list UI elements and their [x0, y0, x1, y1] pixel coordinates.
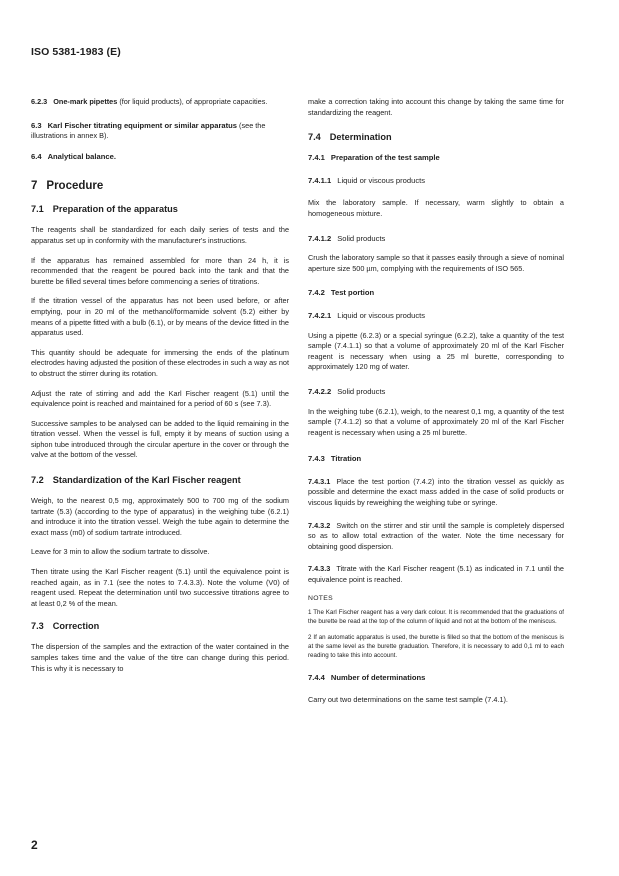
- section-number: 7: [31, 180, 38, 193]
- section-title: Preparation of the apparatus: [52, 204, 178, 215]
- clause-title: Liquid or viscous products: [337, 310, 426, 320]
- section-heading-7: [31, 180, 289, 192]
- clause-title: Number of determinations: [330, 672, 426, 682]
- clause-number: 6.4: [31, 151, 42, 161]
- clause-title: Solid products: [337, 233, 386, 243]
- paragraph: If the titration vessel of the apparatus has not been used before, or after emptying, pour in 20 ml of the methanol/formamide solvent (5.2) either by means of a pipette fitted with a bulb (6.1), or by means of the device fitted in the apparatus used.: [31, 296, 289, 338]
- notes-heading: NOTES: [308, 594, 333, 602]
- note-2: 2 If an automatic apparatus is used, the burette is filled so that the bottom of the meniscus is at the same level as the burette graduation. Therefore, it is necessary to add 0,1 ml to each reading to take this into account.: [308, 634, 564, 660]
- paragraph: make a correction taking into account this change by taking the same time for standardizing the reagent.: [308, 97, 564, 117]
- clause-7-4-4: [308, 673, 564, 684]
- paragraph: In the weighing tube (6.2.1), weigh, to the nearest 0,1 mg, a quantity of the test sample (7.4.1.2) so that a volume of approximately 20 ml of the Karl Fischer reagent is necessary when using a 25 ml burette.: [308, 406, 564, 437]
- clause-number: 7.4.2.1: [308, 310, 332, 320]
- section-title: Correction: [52, 621, 100, 632]
- clause-6-2-3: [31, 97, 289, 108]
- clause-number: 7.4.3: [308, 454, 325, 464]
- paragraph: Using a pipette (6.2.3) or a special syringue (6.2.2), take a quantity of the test sample (7.4.1.1) so that a volume of approximately 20 ml of the Karl Fischer reagent is necessary when using a 25 ml burette, corresponding to approximately 120 mg of water.: [308, 330, 564, 372]
- section-number: 7.1: [31, 204, 44, 215]
- clause-title: Analytical balance.: [47, 151, 116, 161]
- paragraph: Adjust the rate of stirring and add the Karl Fischer reagent (5.1) until the equivalence point is reached and maintained for a period of 60 s (see 7.3).: [31, 388, 289, 409]
- paragraph: Weigh, to the nearest 0,5 mg, approximately 500 to 700 mg of the sodium tartrate (5.3) (according to the type of apparatus) in the weighing tube (6.2.1) and introduce it into the titration vessel. Weigh the tube again to determine the exact mass (m0) of sodium tartrate introduced.: [31, 496, 289, 537]
- left-column: [31, 97, 289, 683]
- clause-text: Titrate with the Karl Fischer reagent (5.1) as indicated in 7.1 until the equivalence point is reached.: [308, 564, 564, 585]
- clause-number: 7.4.2.2: [308, 386, 332, 396]
- clause-text: Switch on the stirrer and stir until the sample is completely dispersed so as to allow total extraction of the water. Note the time necessary for obtaining good dispersion.: [308, 520, 564, 551]
- paragraph: The dispersion of the samples and the extraction of the water contained in the samples takes time and the value of the titre can change during this period. This is why it is necessary to: [31, 642, 289, 673]
- clause-title: Solid products: [337, 386, 386, 396]
- clause-7-4-3-3: [308, 564, 564, 585]
- section-number: 7.2: [31, 475, 44, 486]
- clause-title: Preparation of the test sample: [330, 153, 440, 163]
- section-number: 7.3: [31, 621, 44, 632]
- clause-number: 7.4.1.2: [308, 233, 332, 243]
- section-heading-7-2: [31, 475, 289, 485]
- clause-number: 7.4.3.2: [308, 520, 331, 530]
- clause-7-4-1-1: [308, 176, 564, 187]
- clause-number: 7.4.1: [308, 153, 325, 163]
- clause-title: Titration: [330, 454, 362, 464]
- clause-7-4-3: [308, 454, 564, 465]
- section-heading-7-1: [31, 204, 289, 214]
- document-header: ISO 5381-1983 (E): [31, 46, 121, 58]
- clause-text: (see the illustrations in annex B).: [31, 120, 266, 141]
- clause-7-4-2-2: [308, 387, 564, 398]
- section-heading-7-4: [308, 132, 564, 142]
- clause-text: (for liquid products), of appropriate capacities.: [117, 97, 268, 106]
- right-column: [308, 97, 564, 715]
- clause-7-4-3-1: [308, 477, 564, 509]
- paragraph: Crush the laboratory sample so that it passes easily through a sieve of nominal aperture size 500 µm, complying with the requirements of ISO 565.: [308, 253, 564, 273]
- clause-number: 7.4.4: [308, 672, 325, 682]
- paragraph: Successive samples to be analysed can be added to the liquid remaining in the titration vessel. When the vessel is full, empty it by means of suction using a siphon tube introduced through the circular aperture in the cover or through the valve at the bottom of the vessel.: [31, 418, 289, 460]
- paragraph: Then titrate using the Karl Fischer reagent (5.1) until the equivalence point is reached again, as in 7.1 (see the notes to 7.4.3.3). Note the volume (V0) of reagent used. Repeat the determination until two successive titrations agree to at least 0,2 % of the mean.: [31, 567, 289, 608]
- clause-7-4-1-2: [308, 234, 564, 245]
- clause-7-4-2-1: [308, 311, 564, 322]
- clause-title: Liquid or viscous products: [337, 175, 426, 185]
- clause-title: Test portion: [330, 288, 375, 298]
- clause-7-4-1: [308, 153, 564, 164]
- paragraph: The reagents shall be standardized for each daily series of tests and the apparatus set up in conformity with the manufacturer's instructions.: [31, 225, 289, 245]
- paragraph: This quantity should be adequate for immersing the ends of the platinum electrodes having adjusted the position of these electrodes in such a way as not to obstruct the stirrer during its rotation.: [31, 347, 289, 378]
- clause-6-3: [31, 121, 289, 142]
- clause-number: 6.3: [31, 120, 42, 130]
- clause-title: One-mark pipettes: [53, 97, 118, 106]
- clause-number: 7.4.3.3: [308, 564, 331, 574]
- clause-number: 7.4.2: [308, 288, 325, 298]
- section-title: Determination: [329, 132, 392, 143]
- clause-number: 7.4.1.1: [308, 175, 332, 185]
- clause-title: Karl Fischer titrating equipment or similar apparatus: [47, 120, 238, 130]
- clause-7-4-2: [308, 288, 564, 299]
- clause-7-4-3-2: [308, 521, 564, 553]
- note-1: 1 The Karl Fischer reagent has a very dark colour. It is recommended that the graduations of the burette be read at the top of the column of liquid and not at the bottom of the meniscus.: [308, 608, 564, 625]
- paragraph: Carry out two determinations on the same test sample (7.4.1).: [308, 695, 508, 705]
- clause-number: 6.2.3: [31, 97, 48, 106]
- section-number: 7.4: [308, 132, 321, 143]
- clause-text: Place the test portion (7.4.2) into the titration vessel as quickly as possible and determine the exact mass added in the case of solid products or viscous liquids by reweighing the weighing tube or syringe.: [308, 476, 564, 508]
- clause-number: 7.4.3.1: [308, 476, 331, 486]
- page-number: 2: [31, 838, 38, 852]
- paragraph: Leave for 3 min to allow the sodium tartrate to dissolve.: [31, 547, 210, 557]
- paragraph: If the apparatus has remained assembled for more than 24 h, it is recommended that the reagent be poured back into the tank and that the burette be filled several times before commencing a series of titrations.: [31, 255, 289, 286]
- section-heading-7-3: [31, 621, 289, 631]
- paragraph: Mix the laboratory sample. If necessary, warm slightly to obtain a homogeneous mixture.: [308, 198, 564, 218]
- clause-6-4: [31, 152, 289, 163]
- section-title: Standardization of the Karl Fischer reagent: [52, 475, 241, 486]
- section-title: Procedure: [46, 180, 104, 193]
